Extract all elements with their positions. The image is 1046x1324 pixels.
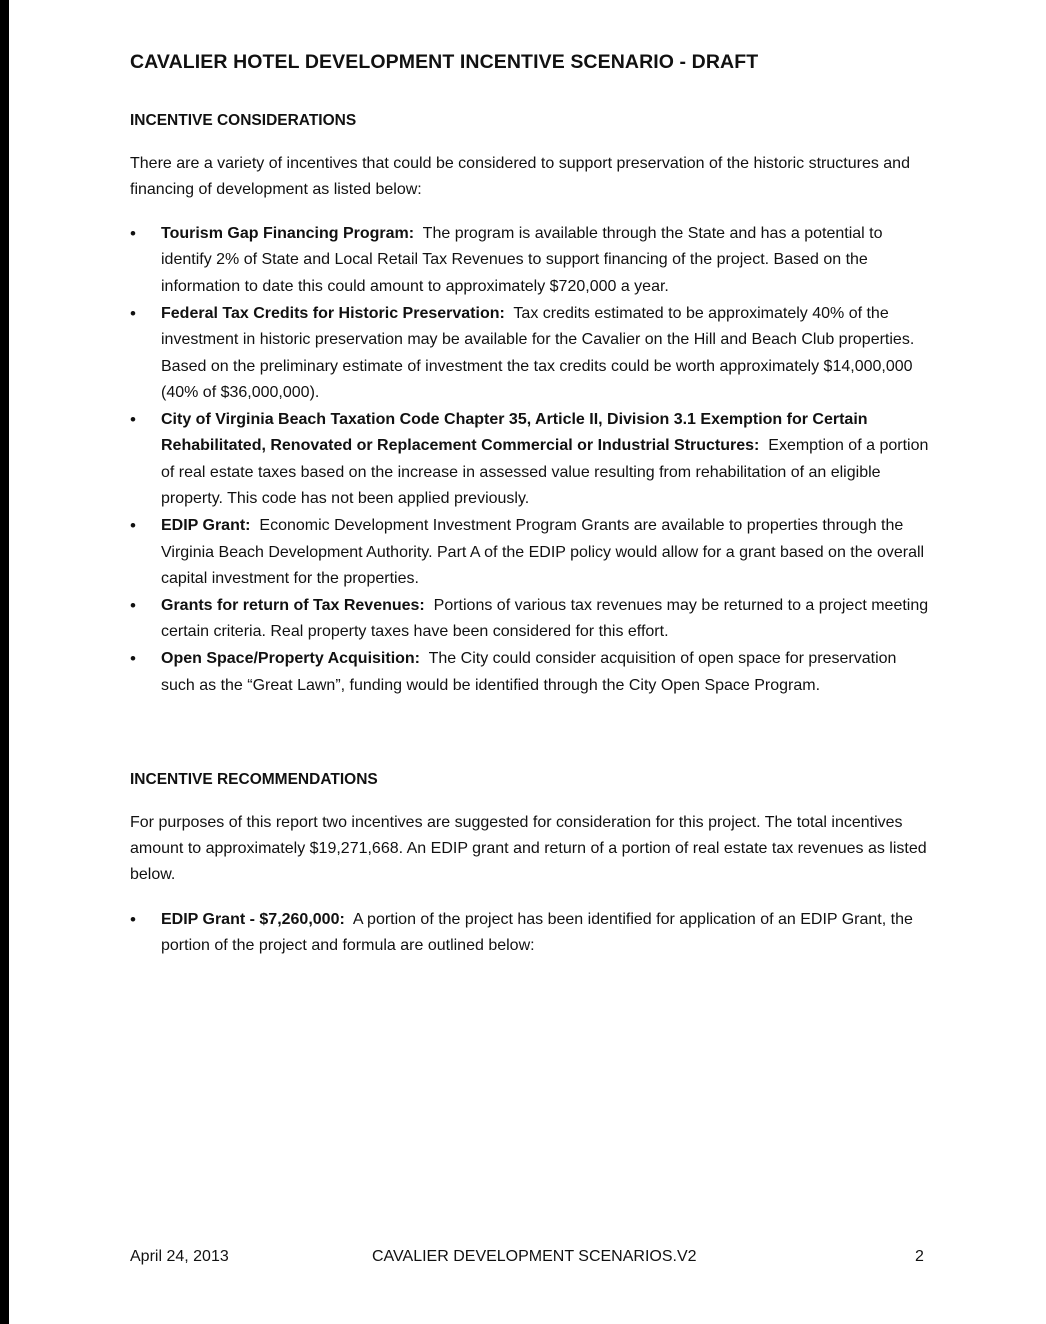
item-text: Tax credits estimated to be approximately 40% of the investment in historic preservation may be available for the Cavalier on the Hill and Beach Club properties. Based on the preliminary estimate of investment the tax credits could be worth approximately $14,000,000 (40% of $36,000,000). <box>161 304 915 402</box>
considerations-intro: There are a variety of incentives that could be considered to support preservation of the historic structures and financing of development as listed below: <box>130 155 910 198</box>
item-label: Federal Tax Credits for Historic Preservation: <box>161 304 505 322</box>
item-label: Open Space/Property Acquisition: <box>161 650 421 668</box>
list-item <box>130 907 930 960</box>
page-number: 2 <box>915 1248 924 1265</box>
item-text: Portions of various tax revenues may be returned to a project meeting certain criteria. Real property taxes have been considered for this effort. <box>161 597 929 641</box>
footer-date: April 24, 2013 <box>130 1248 229 1265</box>
recommendations-heading: INCENTIVE RECOMMENDATIONS <box>130 771 378 788</box>
considerations-list <box>130 221 930 700</box>
item-label: City of Virginia Beach Taxation Code Chapter 35, Article II, Division 3.1 Exemption for Certain Rehabilitated, Renovated or Replacement Commercial or Industrial Structures: <box>161 411 868 455</box>
document-title: CAVALIER HOTEL DEVELOPMENT INCENTIVE SCENARIO - DRAFT <box>130 51 759 73</box>
item-text: The program is available through the State and has a potential to identify 2% of State and Local Retail Tax Revenues to support financing of the project. Based on the information to date this could amount to approximately $720,000 a year. <box>161 225 883 295</box>
considerations-heading: INCENTIVE CONSIDERATIONS <box>130 112 357 129</box>
list-item <box>130 221 930 300</box>
recommendations-list <box>130 907 930 960</box>
item-text: Economic Development Investment Program Grants are available to properties through the Virginia Beach Development Authority. Part A of the EDIP policy would allow for a grant based on the overall capital investment for the properties. <box>161 517 925 588</box>
list-item <box>130 407 930 513</box>
item-text: Exemption of a portion of real estate taxes based on the increase in assessed value resulting from rehabilitation of an eligible property. This code has not been applied previously. <box>161 437 929 508</box>
item-text: The City could consider acquisition of open space for preservation such as the “Great Lawn”, funding would be identified through the City Open Space Program. <box>161 650 897 694</box>
item-label: EDIP Grant: <box>161 517 251 535</box>
list-item <box>130 513 930 592</box>
item-text: A portion of the project has been identified for application of an EDIP Grant, the portion of the project and formula are outlined below: <box>161 911 913 955</box>
item-label: Tourism Gap Financing Program: <box>161 225 415 242</box>
list-item <box>130 593 930 646</box>
footer-title: CAVALIER DEVELOPMENT SCENARIOS.V2 <box>372 1248 697 1265</box>
list-item <box>130 301 930 407</box>
list-item <box>130 646 930 699</box>
item-label: Grants for return of Tax Revenues: <box>161 597 425 615</box>
recommendations-intro: For purposes of this report two incentives are suggested for consideration for this project. The total incentives amount to approximately $19,271,668. An EDIP grant and return of a portion of real estate tax revenues as listed below. <box>130 814 927 883</box>
item-label: EDIP Grant - $7,260,000: <box>161 911 345 928</box>
document-page <box>9 0 1046 1324</box>
